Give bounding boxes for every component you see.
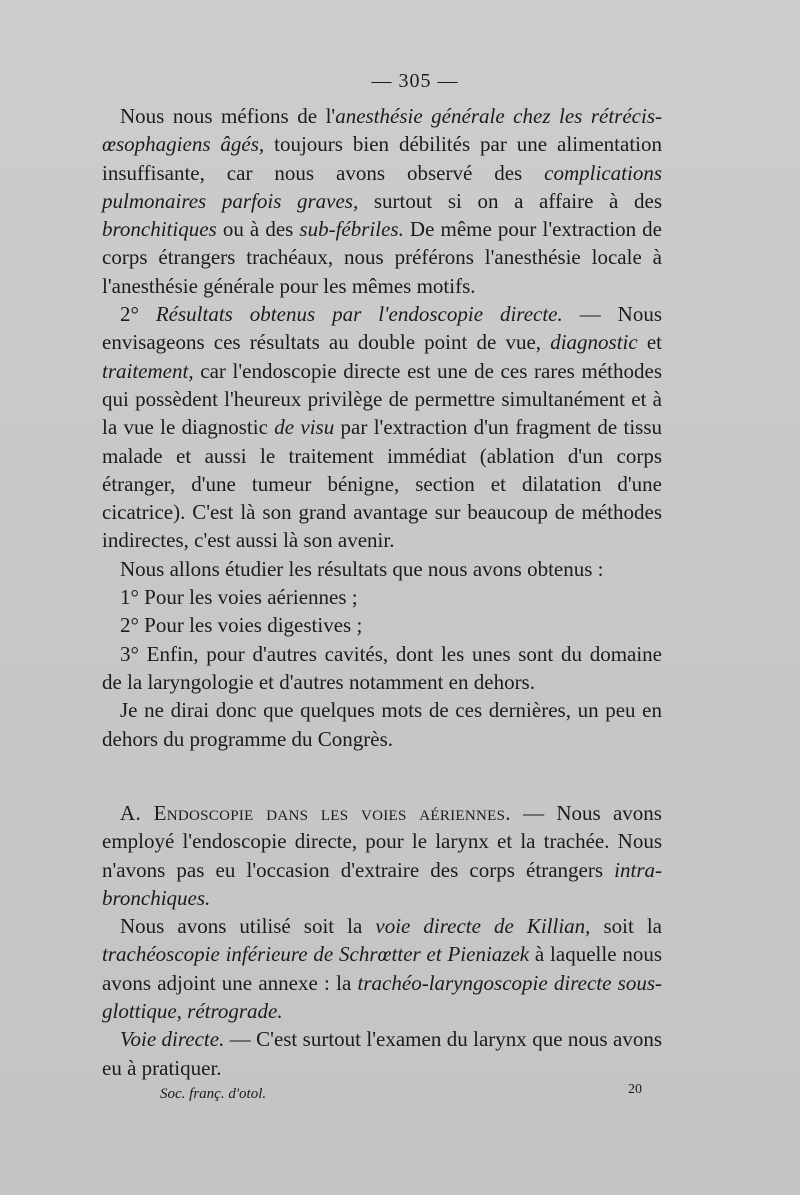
paragraph-direct-route: [102, 1025, 662, 1082]
paragraph-anesthesia: [102, 102, 662, 300]
text-run: surtout si on a affaire à des: [358, 188, 662, 213]
footer-sheet-number: 20: [628, 1082, 642, 1097]
italic-run: anesthésie générale chez les rétrécis-œsophagiens âgés,: [102, 104, 662, 157]
text-run: ou à des: [216, 217, 300, 242]
italic-run: complications pulmonaires parfois graves,: [102, 160, 662, 213]
paragraph-results: [102, 300, 662, 555]
text-run: Nous avons utilisé soit la: [120, 914, 376, 939]
italic-run: diagnostic: [550, 330, 638, 355]
text-run: — C'est surtout l'examen du larynx que nous avons eu à pratiquer.: [102, 1027, 662, 1080]
italic-run: sub-fébriles.: [299, 217, 404, 242]
text-run: — Nous avons employé l'endoscopie directe, pour le larynx et la trachée. Nous n'avons pas eu l'occasion d'extraire des corps étrangers: [102, 801, 662, 882]
footer-signature: Soc. franç. d'otol.: [160, 1086, 267, 1102]
text-run: — Nous envisageons ces résultats au double point de vue,: [102, 302, 662, 355]
italic-run: trachéoscopie inférieure de Schrœtter et Pieniazek: [102, 942, 530, 967]
text-run: toujours bien débilités par une alimentation insuffisante, car nous avons observé des: [102, 132, 663, 185]
italic-run: Voie directe.: [120, 1027, 225, 1052]
text-run: 2°: [120, 302, 156, 327]
italic-run: bronchitiques: [102, 217, 217, 242]
text-run: à laquelle nous avons adjoint une annexe : la: [102, 942, 662, 995]
italic-run: trachéo-laryngoscopie directe sous-glottique, rétrograde.: [102, 970, 663, 1024]
list-item-2: 2° Pour les voies digestives ;: [120, 613, 363, 638]
text-run: De même pour l'extraction de corps étrangers trachéaux, nous préférons l'anesthésie locale à l'anesthésie générale pour les mêmes motifs.: [102, 217, 662, 298]
section-heading-italic: Résultats obtenus par l'endoscopie directe.: [155, 302, 563, 327]
paragraph-methods: [102, 912, 662, 1025]
italic-run: voie directe de Killian,: [375, 914, 591, 939]
section-heading-smallcaps: A. Endoscopie dans les voies aériennes.: [120, 801, 511, 825]
text-block-lower: [102, 799, 662, 1082]
italic-run: de visu: [274, 415, 335, 440]
text-run: et: [637, 330, 662, 355]
italic-run: intra-bronchiques.: [102, 857, 662, 910]
paragraph-remarks: Je ne dirai donc que quelques mots de ces dernières, un peu en dehors du programme du Congrès.: [102, 698, 662, 751]
list-item-3: 3° Enfin, pour d'autres cavités, dont les unes sont du domaine de la laryngologie et d'autres notamment en dehors.: [102, 641, 662, 694]
paragraph-section-a: [102, 799, 662, 912]
text-run: par l'extraction d'un fragment de tissu malade et aussi le traitement immédiat (ablation d'un corps étranger, d'une tumeur bénigne, section et dilatation d'une cicatrice). C'est là son grand avantage sur beaucoup de méthodes indirectes, c'est aussi là son avenir.: [102, 415, 662, 553]
list-item-1: 1° Pour les voies aériennes ;: [120, 585, 358, 610]
text-run: soit la: [590, 914, 662, 939]
paragraph-intro-list: Nous allons étudier les résultats que nous avons obtenus :: [120, 556, 604, 581]
italic-run: traitement,: [102, 358, 194, 383]
text-run: car l'endoscopie directe est une de ces rares méthodes qui possèdent l'heureux privilège de permettre simultanément et à la vue le diagnostic: [102, 358, 662, 440]
page-number: — 305 —: [371, 70, 459, 92]
text-block-upper: [102, 102, 662, 753]
text-run: Nous nous méfions de l': [120, 104, 336, 128]
